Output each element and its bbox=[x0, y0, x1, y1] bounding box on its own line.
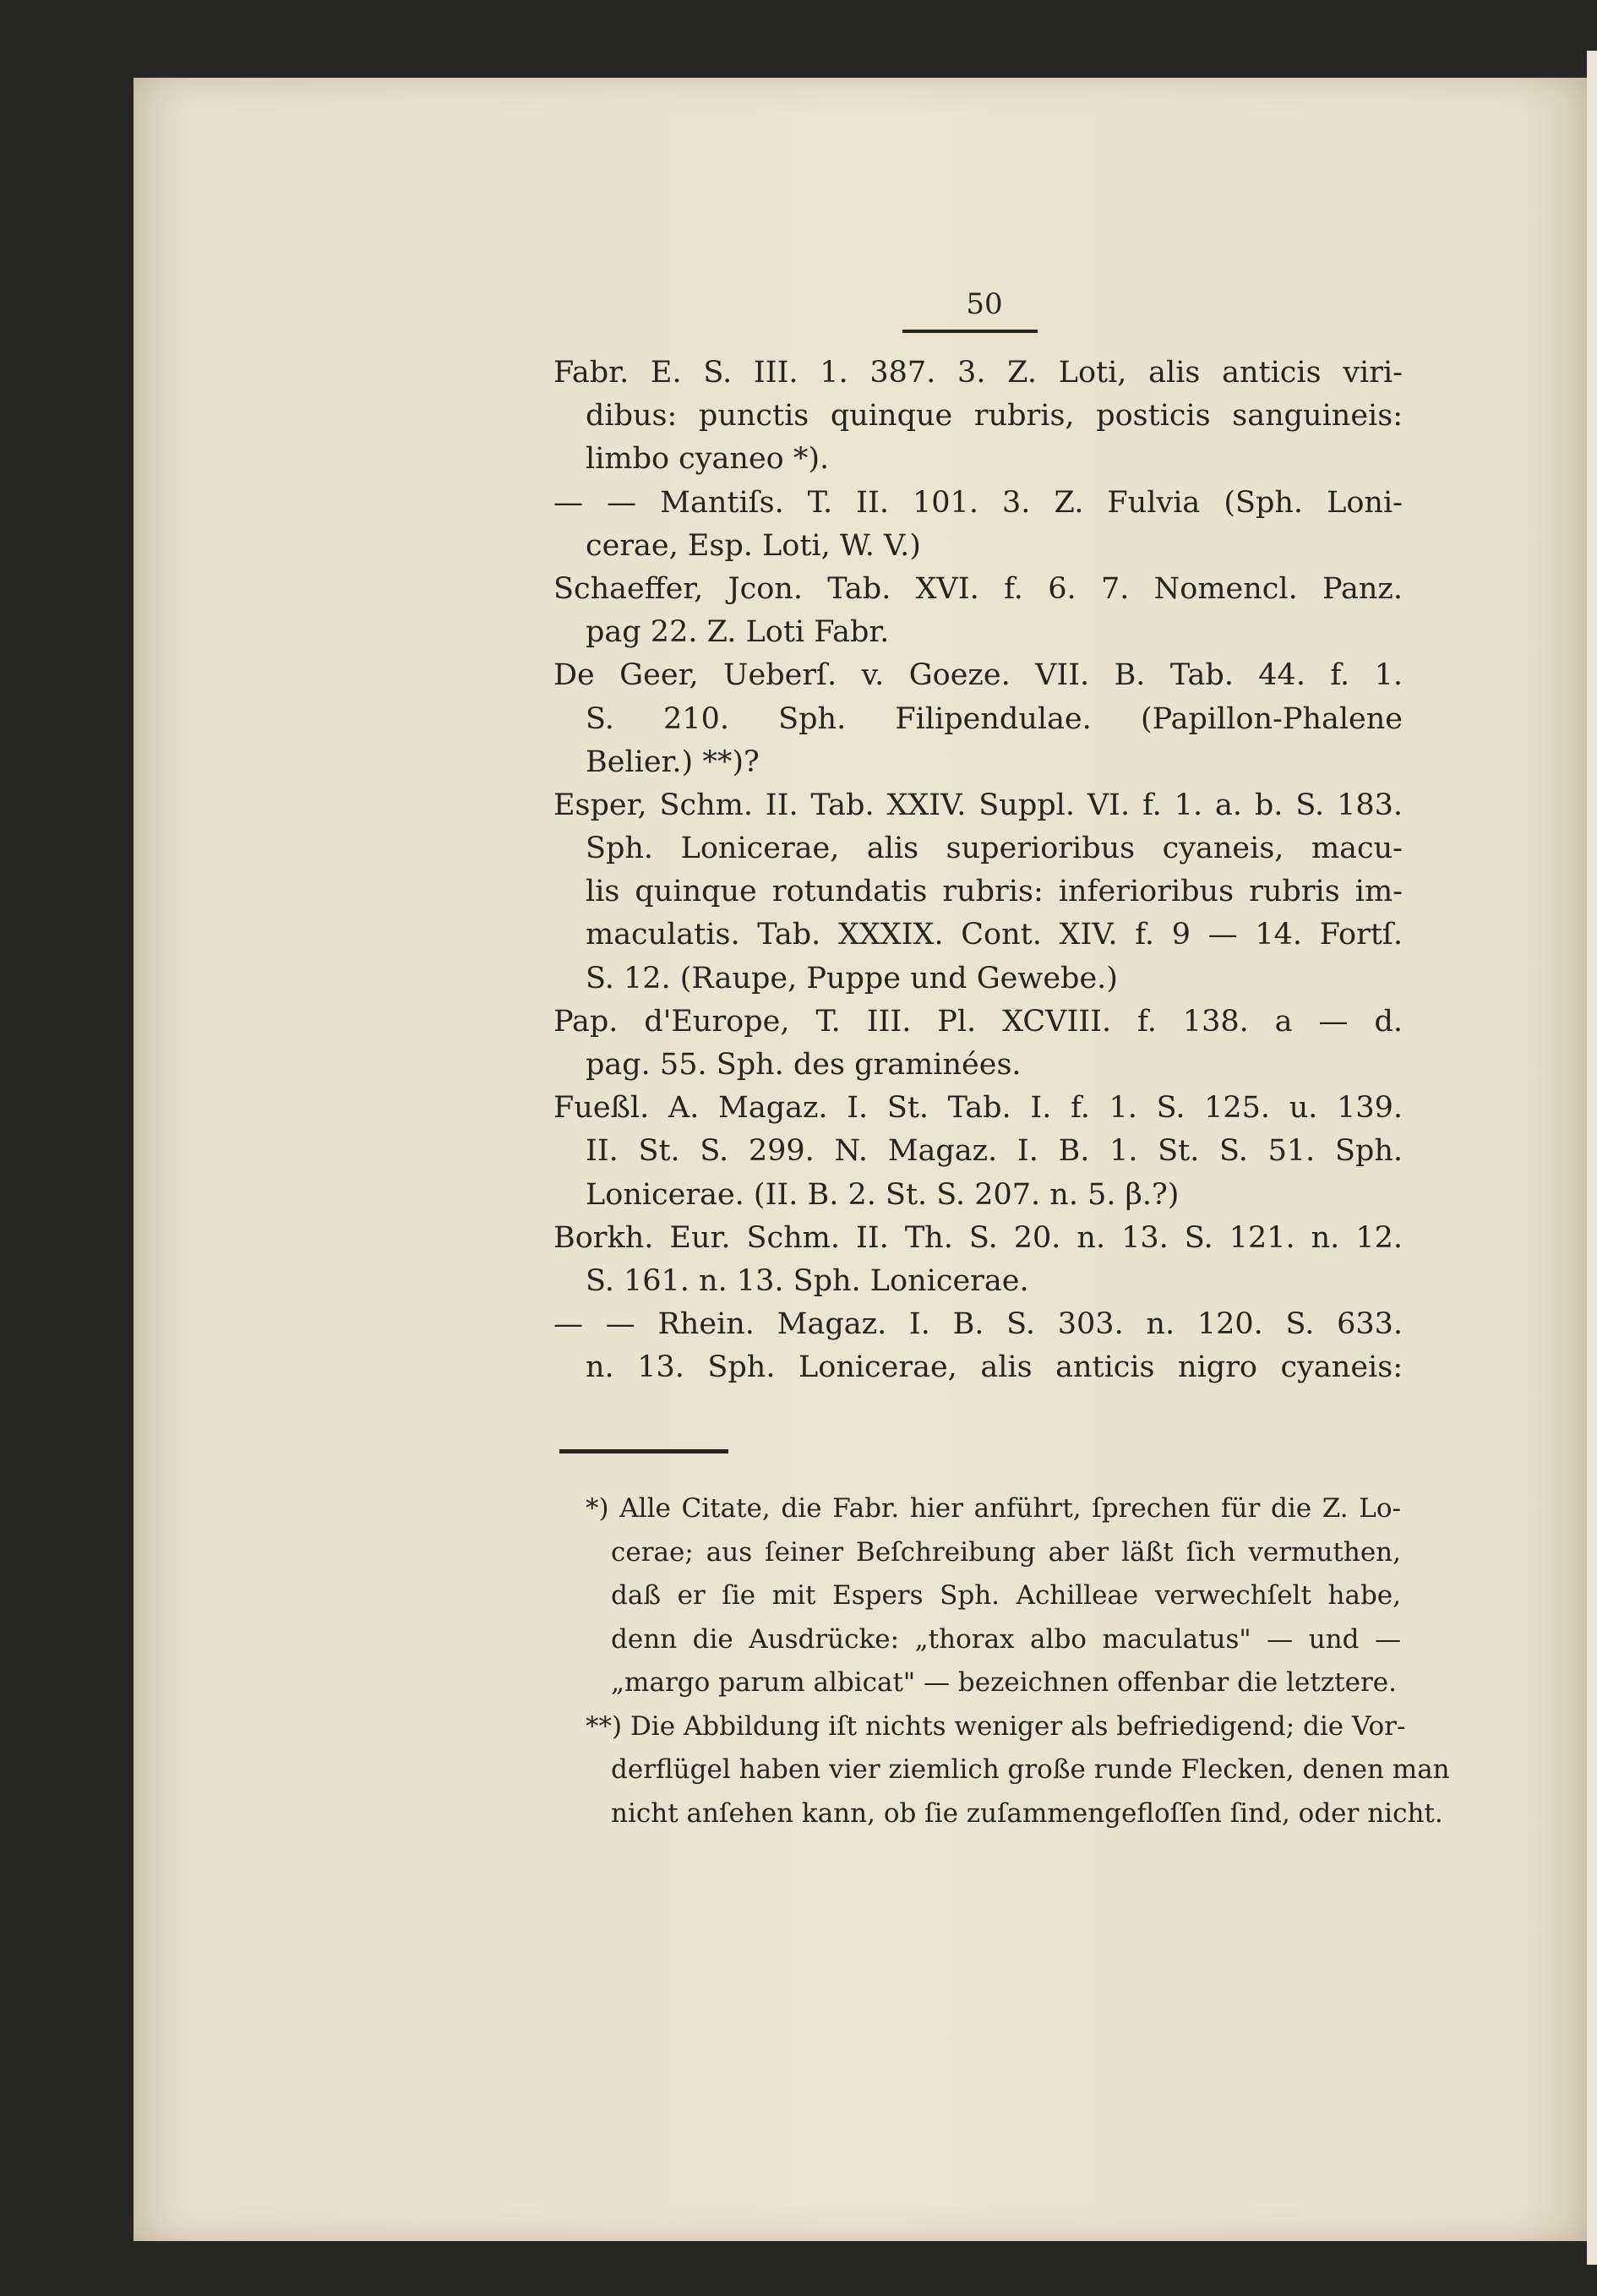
text-line: n. 13. Sph. Lonicerae, alis anticis nigro cyaneis: bbox=[586, 1350, 1403, 1385]
page-number-rule bbox=[902, 330, 1038, 333]
text-line: maculatis. Tab. XXXIX. Cont. XIV. f. 9 — 14. Fortſ. bbox=[586, 918, 1403, 952]
text-line: S. 12. (Raupe, Puppe und Gewebe.) bbox=[586, 961, 1118, 995]
page-edge bbox=[1587, 51, 1597, 2265]
footnote-line: daß er ſie mit Espers Sph. Achilleae verwechſelt habe, bbox=[611, 1580, 1401, 1611]
page-number: 50 bbox=[966, 287, 1003, 321]
text-line: II. St. S. 299. N. Magaz. I. B. 1. St. S. 51. Sph. bbox=[586, 1134, 1403, 1169]
footnote-line: cerae; aus ſeiner Beſchreibung aber läßt ſich vermuthen, bbox=[611, 1536, 1401, 1568]
text-line: S. 161. n. 13. Sph. Lonicerae. bbox=[586, 1263, 1029, 1298]
text-line: S. 210. Sph. Filipendulae. (Papillon-Phalene bbox=[586, 701, 1403, 736]
text-line: — — Mantiſs. T. II. 101. 3. Z. Fulvia (Sph. Loni- bbox=[553, 485, 1403, 520]
text-line: De Geer, Ueberſ. v. Goeze. VII. B. Tab. 44. f. 1. bbox=[553, 658, 1403, 693]
footnote-separator bbox=[559, 1449, 728, 1453]
text-line: Pap. d'Europe, T. III. Pl. XCVIII. f. 138. a — d. bbox=[553, 1004, 1403, 1039]
text-line: Lonicerae. (II. B. 2. St. S. 207. n. 5. β.?) bbox=[586, 1177, 1180, 1212]
text-line: Borkh. Eur. Schm. II. Th. S. 20. n. 13. S. 121. n. 12. bbox=[553, 1220, 1403, 1255]
text-line: Fabr. E. S. III. 1. 387. 3. Z. Loti, alis anticis viri- bbox=[553, 356, 1403, 390]
text-line: cerae, Esp. Loti, W. V.) bbox=[586, 528, 921, 563]
text-line: Sph. Lonicerae, alis superioribus cyaneis, macu- bbox=[586, 832, 1403, 866]
text-line: Esper, Schm. II. Tab. XXIV. Suppl. VI. f. 1. a. b. S. 183. bbox=[553, 788, 1403, 822]
text-line: Schaeffer, Jcon. Tab. XVI. f. 6. 7. Nomencl. Panz. bbox=[553, 571, 1403, 606]
text-line: lis quinque rotundatis rubris: inferioribus rubris im- bbox=[586, 875, 1403, 909]
footnote-line: derflügel haben vier ziemlich große runde Flecken, denen man bbox=[611, 1754, 1450, 1785]
footnote-line: denn die Ausdrücke: „thorax albo maculatus" — und — bbox=[611, 1623, 1401, 1655]
text-line: dibus: punctis quinque rubris, posticis sanguineis: bbox=[586, 399, 1403, 434]
footnote-line: nicht anſehen kann, ob ſie zuſammengefloſſen ſind, oder nicht. bbox=[611, 1797, 1443, 1829]
text-line: Belier.) **)? bbox=[586, 744, 760, 779]
footnote-line: **) Die Abbildung iſt nichts weniger als befriedigend; die Vor- bbox=[586, 1710, 1406, 1742]
text-line: — — Rhein. Magaz. I. B. S. 303. n. 120. S. 633. bbox=[553, 1307, 1403, 1342]
footnote-line: „margo parum albicat" — bezeichnen offenbar die letztere. bbox=[611, 1667, 1397, 1698]
text-line: pag 22. Z. Loti Fabr. bbox=[586, 615, 890, 650]
text-line: Fueßl. A. Magaz. I. St. Tab. I. f. 1. S. 125. u. 139. bbox=[553, 1091, 1403, 1126]
text-line: pag. 55. Sph. des graminées. bbox=[586, 1048, 1022, 1082]
footnotes bbox=[586, 1487, 1450, 1835]
main-text bbox=[553, 352, 1403, 1390]
text-line: limbo cyaneo *). bbox=[586, 442, 830, 477]
footnote-line: *) Alle Citate, die Fabr. hier anführt, ſprechen für die Z. Lo- bbox=[586, 1493, 1401, 1524]
